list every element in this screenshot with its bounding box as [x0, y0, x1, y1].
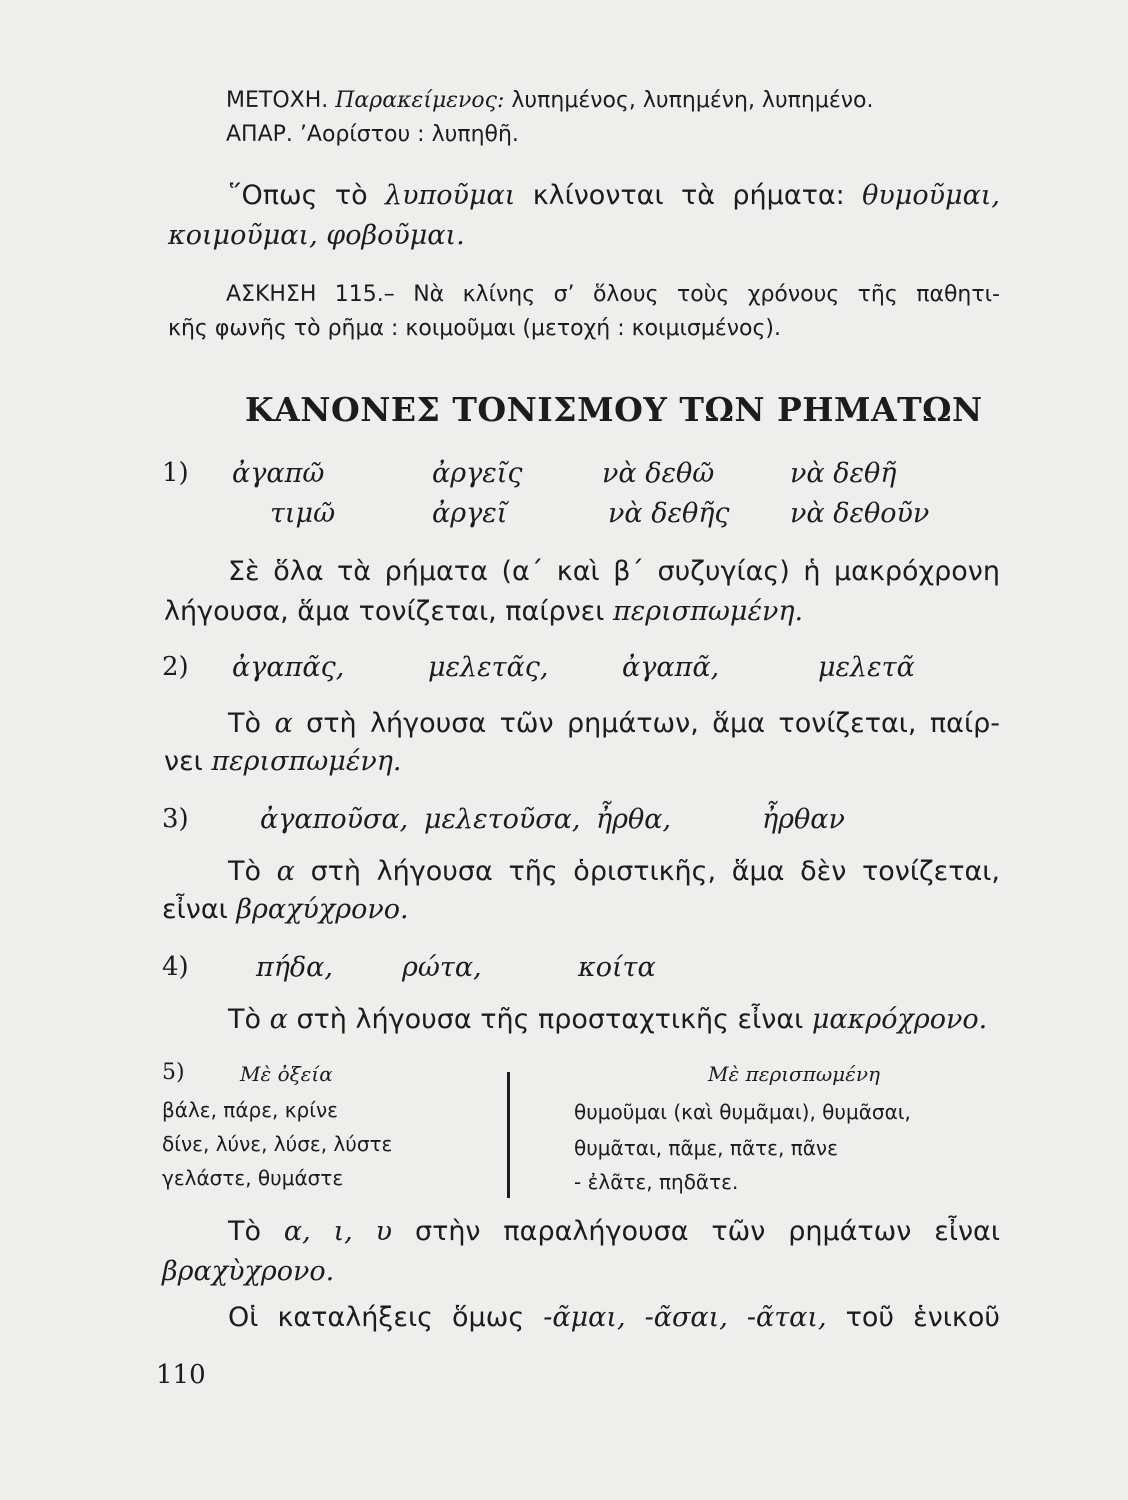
closing-line3	[228, 1302, 1000, 1333]
rule5-right-line: - ἐλᾶτε, πηδᾶτε.	[574, 1170, 739, 1194]
text: νει	[164, 746, 203, 777]
rule1-word: νὰ δεθῆ	[790, 458, 897, 489]
letters: α, ι, υ	[283, 1216, 393, 1247]
page-number: 110	[156, 1360, 206, 1390]
rule4-word: ρώτα,	[402, 952, 482, 983]
rule4-text	[228, 1004, 987, 1035]
rule5-left-title: Μὲ ὀξεία	[240, 1062, 333, 1086]
letter: α	[276, 856, 295, 887]
infinitive-label: ΑΠΑΡ. ’Αορίστου :	[226, 122, 425, 147]
text: στὴ λήγουσα τῆς ὁριστικῆς, ἅμα δὲν τονίζεται,	[310, 856, 1001, 887]
rule1-word: ἀγαπῶ	[232, 458, 325, 489]
text: στὴ λήγουσα τῆς προσταχτικῆς εἶναι	[296, 1004, 804, 1035]
closing-line2: βραχὺχρονο.	[162, 1256, 335, 1287]
rule2-text-line2	[164, 746, 402, 777]
rule1-word: νὰ δεθῶ	[602, 458, 715, 489]
text: Τὸ	[228, 1216, 262, 1247]
rule4-number: 4)	[162, 952, 189, 982]
conjugation-note-line2: κοιμοῦμαι, φοβοῦμαι.	[168, 220, 465, 251]
letter: α	[269, 1004, 288, 1035]
rule5-right-title: Μὲ περισπωμένη	[708, 1062, 881, 1086]
rule1-word: ἀργεῖ	[432, 498, 508, 529]
closing-line1	[228, 1216, 1000, 1247]
rule3-text-line2	[162, 894, 409, 925]
rule1-number: 1)	[162, 458, 189, 488]
rule3-text-line1	[228, 856, 1000, 887]
rule5-left-line: γελάστε, θυμάστε	[162, 1166, 344, 1190]
rule1-text-line2	[164, 596, 803, 627]
participle-line	[226, 88, 874, 113]
rule3-word: ἦρθα,	[596, 804, 672, 835]
rule2-word: μελετᾶς,	[428, 652, 549, 683]
rule1-text-line1: Σὲ ὅλα τὰ ρήματα (α΄ καὶ β΄ συζυγίας) ἡ μακρόχρονη	[228, 556, 1000, 587]
text: εἶναι	[162, 894, 228, 925]
rule3-word: μελετοῦσα,	[424, 804, 581, 835]
text: τοῦ ἑνικοῦ	[845, 1302, 1000, 1333]
rule3-number: 3)	[162, 804, 189, 834]
rule5-left-line: βάλε, πάρε, κρίνε	[162, 1098, 338, 1122]
rule2-word: μελετᾶ	[818, 652, 915, 683]
infinitive-form: λυπηθῆ.	[431, 122, 519, 147]
rule3-word: ἀγαποῦσα,	[260, 804, 409, 835]
text: Τὸ	[228, 856, 262, 887]
section-heading: ΚΑΝΟΝΕΣ ΤΟΝΙΣΜΟΥ ΤΩΝ ΡΗΜΑΤΩΝ	[245, 390, 983, 429]
term: περισπωμένη.	[211, 746, 402, 777]
verb-example: λυποῦμαι	[385, 180, 516, 211]
rule2-number: 2)	[162, 652, 189, 682]
participle-forms: λυπημένος, λυπημένη, λυπημένο.	[511, 88, 874, 113]
rule5-right-line: θυμοῦμαι (καὶ θυμᾶμαι), θυμᾶσαι,	[574, 1100, 911, 1124]
rule2-word: ἀγαπᾶς,	[232, 652, 345, 683]
rule3-word: ἦρθαν	[762, 804, 845, 835]
text: Τὸ	[228, 708, 262, 739]
participle-label: ΜΕΤΟΧΗ.	[226, 88, 329, 113]
term: βραχύχρονο.	[236, 894, 409, 925]
term: περισπωμένη.	[613, 596, 804, 627]
text: Οἱ καταλήξεις ὅμως	[228, 1302, 525, 1333]
rule5-left-line: δίνε, λύνε, λύσε, λύστε	[162, 1132, 393, 1156]
text: στὴν παραλήγουσα τῶν ρημάτων εἶναι	[414, 1216, 1000, 1247]
letter: α	[274, 708, 293, 739]
rule4-word: πήδα,	[256, 952, 333, 983]
text: Τὸ	[228, 1004, 262, 1035]
rule2-text-line1	[228, 708, 1000, 739]
exercise-line1: ΑΣΚΗΣΗ 115.– Νὰ κλίνης σ’ ὅλους τοὺς χρόνους τῆς παθητι-	[226, 282, 1000, 307]
text: λήγουσα, ἅμα τονίζεται, παίρνει	[164, 596, 605, 627]
perfect-label: Παρακείμενος:	[335, 88, 505, 113]
rule1-word: νὰ δεθοῦν	[790, 498, 930, 529]
rule1-word: τιμῶ	[270, 498, 336, 529]
rule5-number: 5)	[162, 1060, 185, 1085]
infinitive-line	[226, 122, 519, 147]
exercise-line2: κῆς φωνῆς τὸ ρῆμα : κοιμοῦμαι (μετοχή : κοιμισμένος).	[168, 316, 781, 341]
text: ῞Οπως τὸ	[228, 180, 368, 211]
verb-example: θυμοῦμαι,	[862, 180, 1000, 211]
conjugation-note-line1	[228, 180, 1000, 211]
rule5-right-line: θυμᾶται, πᾶμε, πᾶτε, πᾶνε	[574, 1136, 838, 1160]
text: κλίνονται τὰ ρήματα:	[532, 180, 845, 211]
rule1-word: νὰ δεθῆς	[608, 498, 730, 529]
rule2-word: ἀγαπᾶ,	[622, 652, 720, 683]
text: στὴ λήγουσα τῶν ρημάτων, ἅμα τονίζεται, παίρ-	[306, 708, 1000, 739]
endings: -ᾶμαι, -ᾶσαι, -ᾶται,	[543, 1302, 827, 1333]
rule1-word: ἀργεῖς	[432, 458, 523, 489]
term: μακρόχρονο.	[811, 1004, 988, 1035]
rule4-word: κοίτα	[578, 952, 656, 983]
column-divider	[507, 1072, 510, 1198]
